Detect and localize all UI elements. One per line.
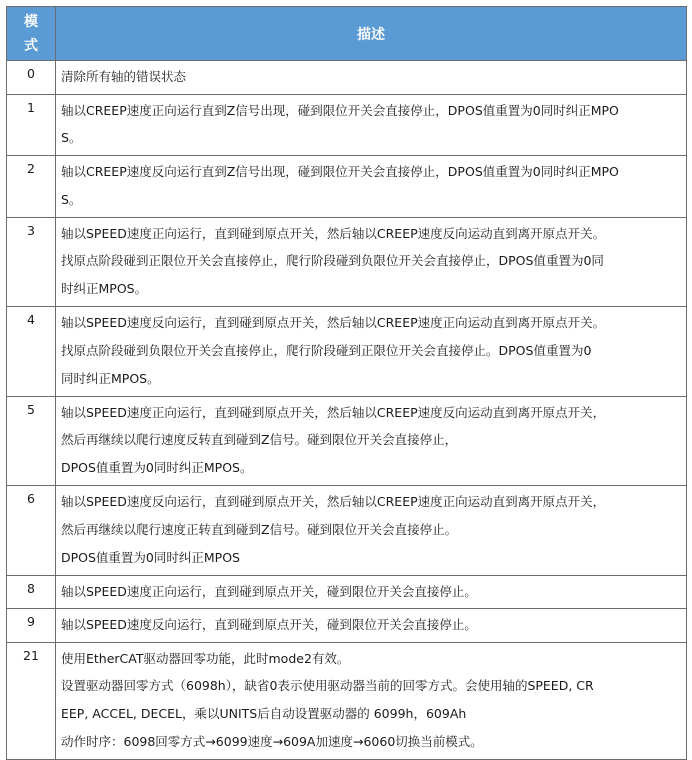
description-line: 清除所有轴的错误状态 — [61, 69, 187, 84]
table-body — [7, 61, 687, 760]
description-line: S。 — [61, 191, 82, 207]
mode-value: 6 — [7, 486, 56, 576]
mode-value: 1 — [7, 94, 56, 156]
description-line: 动作时序：6098回零方式→6099速度→609A加速度→6060切换当前模式。 — [61, 734, 483, 749]
mode-description — [56, 486, 687, 576]
description-line: 轴以CREEP速度正向运行直到Z信号出现，碰到限位开关会直接停止，DPOS值重置为0同时纠正MPO — [61, 102, 619, 118]
mode-description — [56, 94, 687, 156]
description-line: 轴以SPEED速度正向运行，直到碰到原点开关，然后轴以CREEP速度反向运动直到离开原点开关。 — [61, 225, 606, 241]
mode-description — [56, 396, 687, 486]
description-line: 使用EtherCAT驱动器回零功能，此时mode2有效。 — [61, 650, 350, 666]
mode-header-char-2: 式 — [24, 37, 38, 54]
description-line: 然后再继续以爬行速度反转直到碰到Z信号。碰到限位开关会直接停止， — [61, 432, 458, 447]
table-row — [7, 307, 687, 397]
table-row — [7, 61, 687, 95]
table-row — [7, 486, 687, 576]
mode-header-char-1: 模 — [24, 13, 38, 30]
mode-description — [56, 61, 687, 95]
table-header-row — [7, 7, 687, 61]
mode-value: 0 — [7, 61, 56, 95]
description-line: 找原点阶段碰到负限位开关会直接停止，爬行阶段碰到正限位开关会直接停止。DPOS值重置为0 — [61, 342, 592, 358]
description-line: 然后再继续以爬行速度正转直到碰到Z信号。碰到限位开关会直接停止。 — [61, 521, 458, 537]
table-row — [7, 575, 687, 609]
homing-mode-table — [6, 6, 687, 760]
description-line: 找原点阶段碰到正限位开关会直接停止，爬行阶段碰到负限位开关会直接停止，DPOS值重置为0同 — [61, 253, 604, 268]
mode-description — [56, 609, 687, 643]
table-row — [7, 609, 687, 643]
description-line: DPOS值重置为0同时纠正MPOS。 — [61, 460, 253, 475]
table-row — [7, 94, 687, 156]
mode-value: 3 — [7, 217, 56, 307]
mode-value: 8 — [7, 575, 56, 609]
mode-description — [56, 217, 687, 307]
mode-description — [56, 307, 687, 397]
description-line: 轴以SPEED速度正向运行，直到碰到原点开关，然后轴以CREEP速度反向运动直到离开原点开关， — [61, 404, 606, 420]
description-line: 轴以CREEP速度反向运行直到Z信号出现，碰到限位开关会直接停止，DPOS值重置为0同时纠正MPO — [61, 164, 619, 179]
table-row — [7, 396, 687, 486]
table-row — [7, 217, 687, 307]
mode-value: 9 — [7, 609, 56, 643]
description-line: 轴以SPEED速度正向运行，直到碰到原点开关，碰到限位开关会直接停止。 — [61, 583, 477, 599]
description-column-header: 描述 — [56, 7, 687, 61]
mode-value: 4 — [7, 307, 56, 397]
mode-value: 2 — [7, 156, 56, 218]
mode-description — [56, 575, 687, 609]
description-line: 轴以SPEED速度反向运行，直到碰到原点开关，碰到限位开关会直接停止。 — [61, 617, 477, 632]
mode-description — [56, 642, 687, 760]
description-line: 轴以SPEED速度反向运行，直到碰到原点开关，然后轴以CREEP速度正向运动直到离开原点开关， — [61, 494, 606, 509]
mode-column-header — [7, 7, 56, 61]
description-line: 轴以SPEED速度反向运行，直到碰到原点开关，然后轴以CREEP速度正向运动直到离开原点开关。 — [61, 315, 606, 330]
description-line: 设置驱动器回零方式（6098h），缺省0表示使用驱动器当前的回零方式。会使用轴的SPEED, CR — [61, 678, 594, 693]
mode-value: 5 — [7, 396, 56, 486]
mode-value: 21 — [7, 642, 56, 760]
table-row — [7, 156, 687, 218]
description-line: 时纠正MPOS。 — [61, 281, 148, 296]
description-line: DPOS值重置为0同时纠正MPOS — [61, 549, 240, 565]
description-line: 同时纠正MPOS。 — [61, 370, 160, 386]
description-line: S。 — [61, 130, 82, 145]
description-line: EEP, ACCEL, DECEL，乘以UNITS后自动设置驱动器的 6099h，609Ah — [61, 706, 467, 721]
mode-description — [56, 156, 687, 218]
table-row — [7, 642, 687, 760]
